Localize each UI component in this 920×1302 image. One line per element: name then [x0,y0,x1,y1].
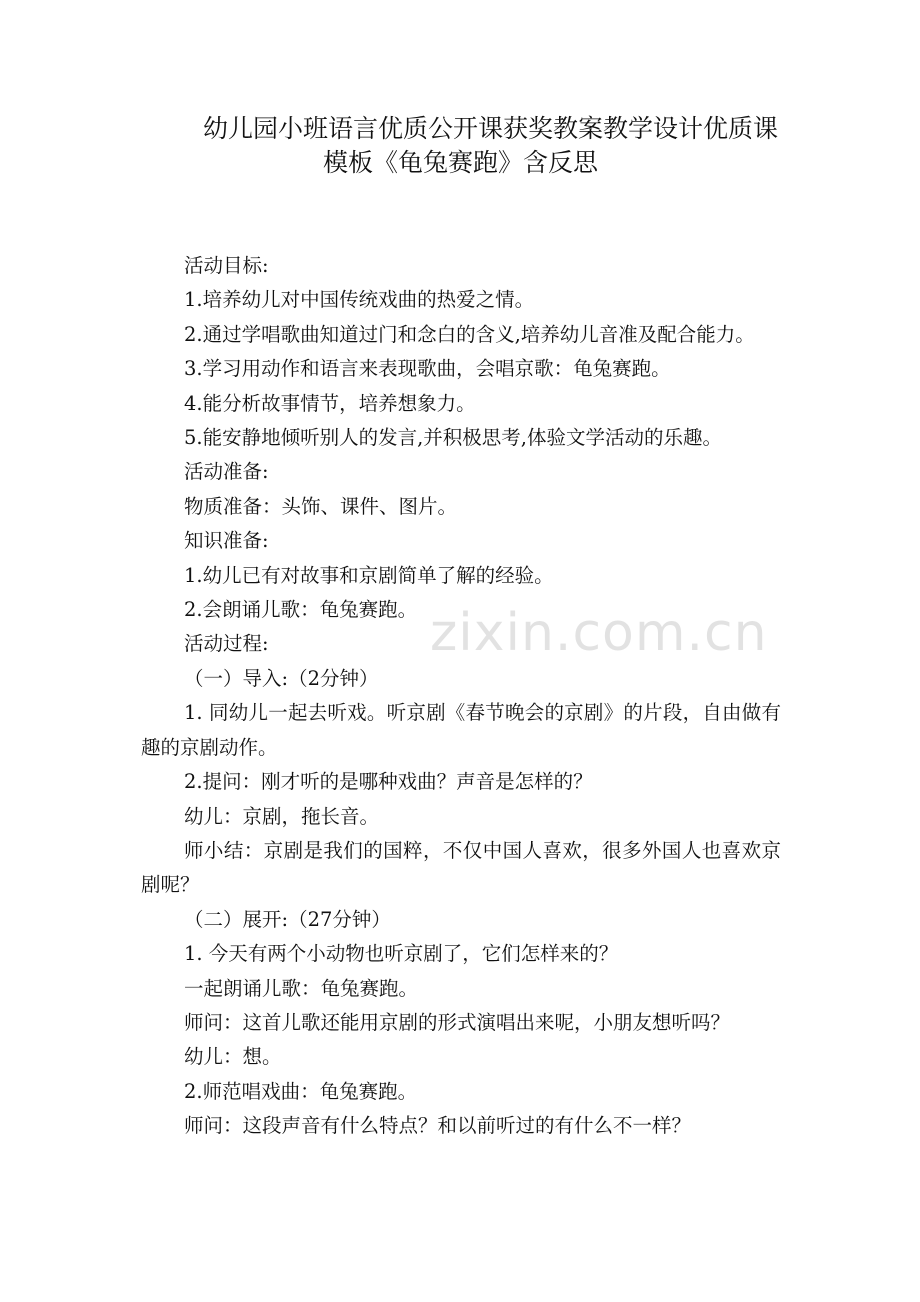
paragraph: 物质准备：头饰、课件、图片。 [184,494,458,518]
paragraph: 知识准备: [184,529,269,553]
paragraph: 2.通过学唱歌曲知道过门和念白的含义,培养幼儿音准及配合能力。 [184,322,755,346]
paragraph: 师问：这首儿歌还能用京剧的形式演唱出来呢，小朋友想听吗？ [184,1010,731,1034]
paragraph: 师问：这段声音有什么特点？和以前听过的有什么不一样？ [184,1114,692,1138]
paragraph: （二）展开:（27分钟） [184,907,391,931]
document-title [0,112,920,180]
paragraph: 活动目标: [184,254,269,277]
paragraph: 一起朗诵儿歌：龟兔赛跑。 [184,976,419,1000]
paragraph: 师小结：京剧是我们的国粹，不仅中国人喜欢，很多外国人也喜欢京剧呢？ [141,838,781,897]
paragraph: 幼儿：京剧，拖长音。 [184,804,380,828]
watermark: zixin.com.cn [430,603,768,663]
paragraph: 幼儿：想。 [184,1045,282,1069]
paragraph: 3.学习用动作和语言来表现歌曲，会唱京歌：龟兔赛跑。 [184,357,671,381]
paragraph: 2.提问：刚才听的是哪种戏曲？声音是怎样的？ [184,770,593,794]
paragraph: 活动过程: [184,632,269,656]
paragraph: 1. 今天有两个小动物也听京剧了，它们怎样来的？ [184,942,619,966]
paragraph: 2.会朗诵儿歌：龟兔赛跑。 [184,598,418,622]
paragraph: 2.师范唱戏曲：龟兔赛跑。 [184,1079,418,1103]
paragraph: 5.能安静地倾听别人的发言,并积极思考,体验文学活动的乐趣。 [184,426,723,450]
paragraph: 活动准备: [184,460,269,484]
paragraph: 1. 同幼儿一起去听戏。听京剧《春节晚会的京剧》的片段，自由做有趣的京剧动作。 [141,701,781,759]
paragraph: （一）导入:（2分钟） [184,666,379,690]
paragraph: 1.培养幼儿对中国传统戏曲的热爱之情。 [184,288,535,312]
paragraph: 4.能分析故事情节，培养想象力。 [184,391,476,415]
title-line-1: 幼儿园小班语言优质公开课获奖教案教学设计优质课 [203,114,779,143]
title-line-2: 模板《龟兔赛跑》含反思 [323,148,599,177]
document-body [141,249,781,1144]
paragraph: 1.幼儿已有对故事和京剧简单了解的经验。 [184,563,554,587]
